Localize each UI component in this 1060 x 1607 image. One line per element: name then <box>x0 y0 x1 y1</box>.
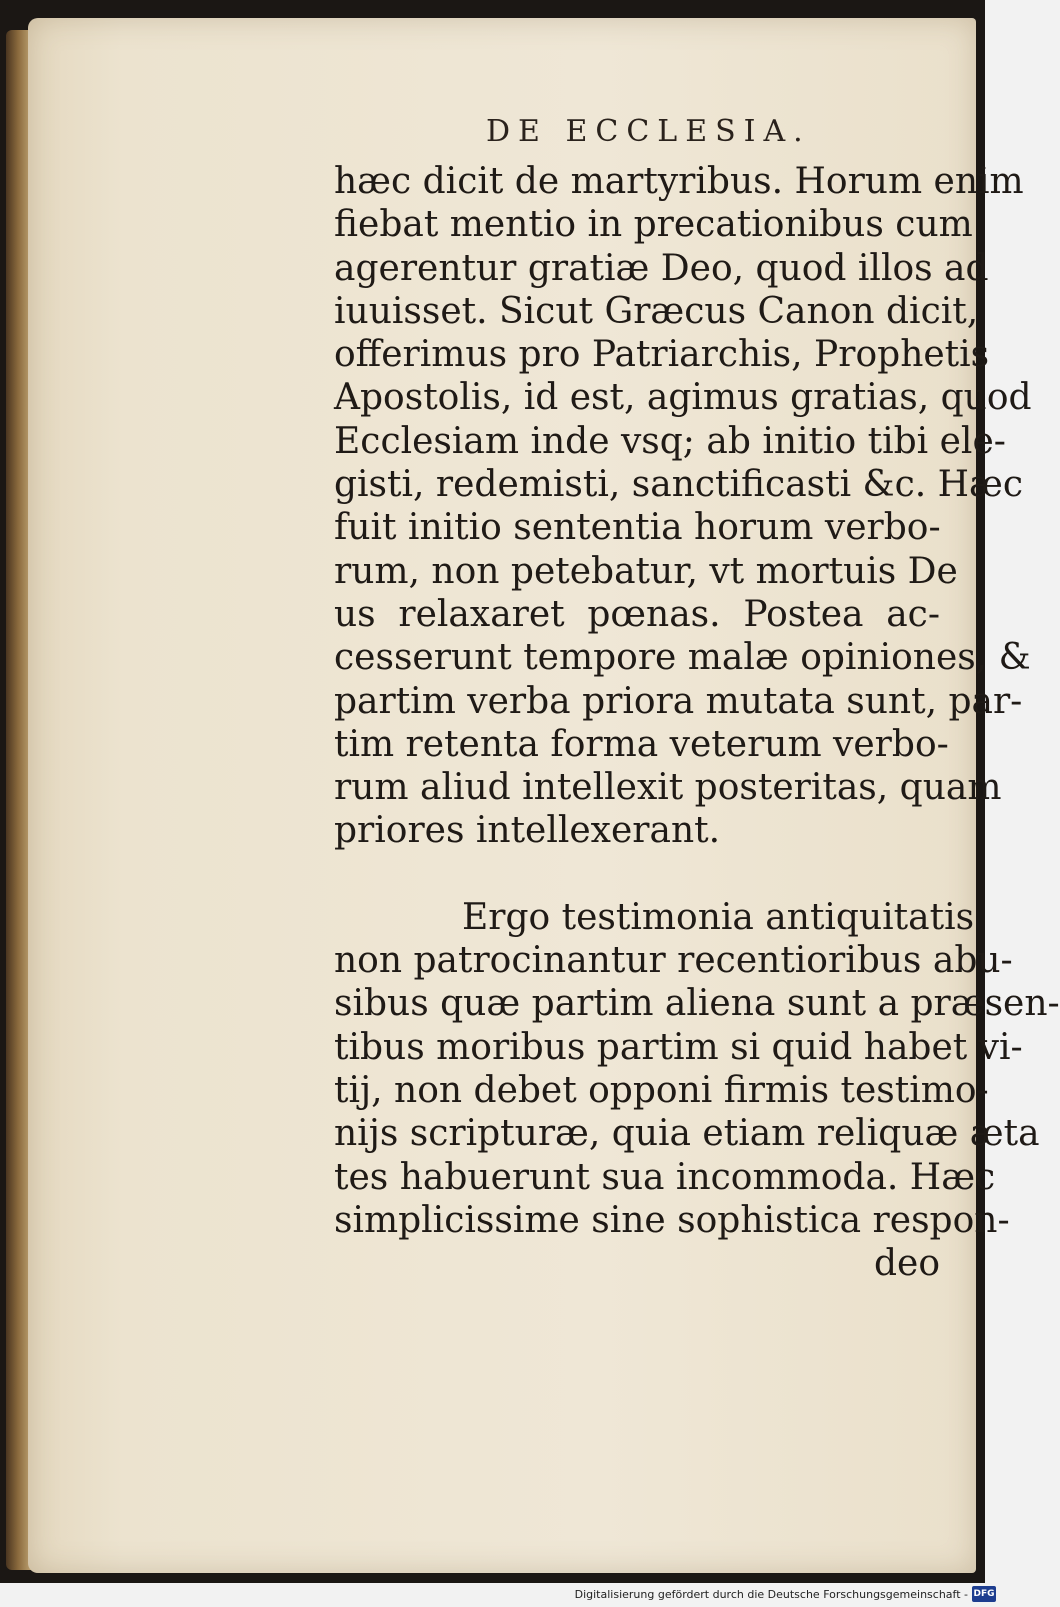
text-line: Apostolis, id est, agimus gratias, quod <box>334 377 1032 419</box>
text-line: simplicissime sine sophistica respon- <box>334 1199 1010 1241</box>
text-line: nijs scripturæ, quia etiam reliquæ æta <box>334 1113 1040 1155</box>
text-line: tes habuerunt sua incommoda. Hæc <box>334 1156 996 1198</box>
text-line: offerimus pro Patriarchis, Prophetis <box>334 334 990 376</box>
text-line: tibus moribus partim si quid habet vi- <box>334 1026 1023 1068</box>
text-line: sibus quæ partim aliena sunt a præsen- <box>334 983 1060 1025</box>
paragraph-gap <box>334 853 940 896</box>
text-line: non patrocinantur recentioribus abu- <box>334 940 1013 982</box>
text-line: hæc dicit de martyribus. Horum enim <box>334 161 1024 202</box>
text-line: iuuisset. Sicut Græcus Canon dicit, <box>334 290 979 332</box>
text-line: fuit initio sententia horum verbo- <box>334 507 941 549</box>
text-line: rum aliud intellexit posteritas, quam <box>334 767 1002 809</box>
text-line: agerentur gratiæ Deo, quod illos ad <box>334 247 989 289</box>
text-line: us relaxaret pœnas. Postea ac- <box>334 593 940 635</box>
text-line: rum, non petebatur, vt mortuis De <box>334 550 958 592</box>
footer-bar <box>0 1583 1000 1607</box>
funding-credit: Digitalisierung gefördert durch die Deutsche Forschungsgemeinschaft - <box>574 1588 968 1601</box>
text-line: Ecclesiam inde vsq; ab initio tibi ele- <box>334 420 1006 462</box>
text-line: cesserunt tempore malæ opiniones, & <box>334 637 1031 679</box>
text-block <box>334 160 1060 1285</box>
running-head: DE ECCLESIA. <box>486 114 811 149</box>
text-line: partim verba priora mutata sunt, par- <box>334 680 1023 722</box>
dfg-logo-icon: DFG <box>972 1586 996 1602</box>
catchword: deo <box>873 1243 940 1285</box>
text-line: tij, non debet opponi firmis testimo- <box>334 1069 989 1111</box>
text-line: Ergo testimonia antiquitatis <box>462 896 975 938</box>
text-line: fiebat mentio in precationibus cum <box>334 204 973 246</box>
text-line: gisti, redemisti, sanctificasti &c. Hæc <box>334 464 1024 506</box>
text-line: tim retenta forma veterum verbo- <box>334 723 949 765</box>
text-line: priores intellexerant. <box>334 810 721 852</box>
